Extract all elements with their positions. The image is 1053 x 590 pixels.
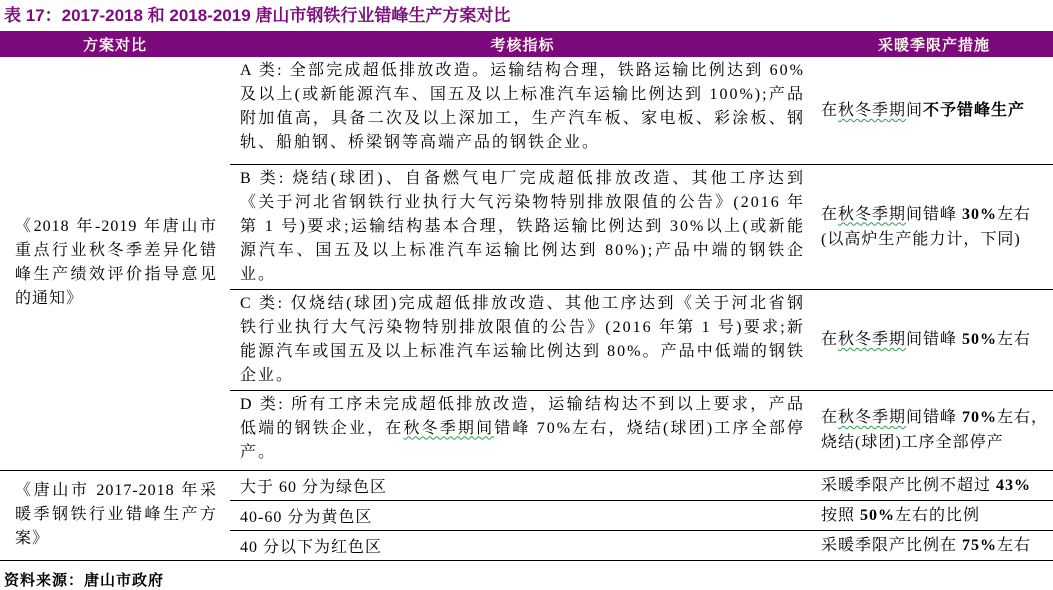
measure-text: 左右的比例 <box>895 506 981 524</box>
measure-bold-text: 50% <box>962 331 998 348</box>
header-row <box>0 31 1053 57</box>
measure-text: 间 <box>906 101 924 119</box>
measure-text: 在 <box>821 331 839 348</box>
indicator-cell-green-zone: 大于 60 分为绿色区 <box>230 470 815 500</box>
column-header-plan: 方案对比 <box>0 31 230 57</box>
measure-bold-text: 50% <box>860 506 896 524</box>
measure-text: 间错峰 <box>906 331 963 348</box>
measure-cell-class-b <box>815 164 1053 289</box>
measure-bold-text: 43% <box>996 476 1032 494</box>
table-row-green-zone <box>0 470 1053 500</box>
measure-text: 采暖季限产比例在 <box>821 536 963 554</box>
column-header-indicator: 考核指标 <box>230 31 815 57</box>
wavy-underlined-text: 秋冬季期 <box>838 409 907 426</box>
measure-text: 左右 <box>997 536 1032 554</box>
measure-bold-text: 30% <box>962 205 998 223</box>
wavy-underlined-text: 秋冬季期 <box>838 101 907 119</box>
measure-cell-class-a <box>815 57 1053 164</box>
measure-text: 采暖季限产比例不超过 <box>821 476 997 494</box>
measure-text: 左右，烧结(球团)工序全部停产 <box>821 409 1049 451</box>
wavy-underlined-text: 秋冬季期间 <box>403 419 495 437</box>
measure-cell-yellow-zone <box>815 500 1053 530</box>
measure-bold-text: 70% <box>962 409 998 426</box>
indicator-cell-class-c: C 类: 仅烧结(球团)完成超低排放改造、其他工序达到《关于河北省钢铁行业执行大气污染物特别排放限值的公告》(2016 年第 1 号)要求;新能源汽车或国五及以上标准汽车运输比例达到 80%。产品中低端的钢铁企业。 <box>230 289 815 390</box>
indicator-cell-class-a: A 类: 全部完成超低排放改造。运输结构合理，铁路运输比例达到 60%及以上(或新能源汽车、国五及以上标准汽车运输比例达到 100%);产品附加值高，具备二次及以上深加工，生产汽车板、家电板、彩涂板、钢轨、船舶钢、桥梁钢等高端产品的钢铁企业。 <box>230 57 815 164</box>
measure-cell-red-zone <box>815 530 1053 560</box>
measure-text: 在 <box>821 409 839 426</box>
wavy-underlined-text: 秋冬季期 <box>838 331 907 348</box>
indicator-text: 错峰 70%左右，烧结(球团)工序全部停产。 <box>240 419 805 461</box>
measure-cell-green-zone <box>815 470 1053 500</box>
measure-text: 在 <box>821 101 839 119</box>
measure-text: 在 <box>821 205 839 223</box>
indicator-cell-class-b: B 类: 烧结(球团)、自备燃气电厂完成超低排放改造、其他工序达到《关于河北省钢铁行业执行大气污染物特别排放限值的公告》(2016 年第 1 号)要求;运输结构基本合理，铁路运输比例达到 30%以上(或新能源汽车、国五及以上标准汽车运输比例达到 80%);产品中端的钢铁企业。 <box>230 164 815 289</box>
measure-text: 间错峰 <box>906 409 963 426</box>
table-row-class-a <box>0 57 1053 164</box>
table-title: 表 17：2017-2018 和 2018-2019 唐山市钢铁行业错峰生产方案对比 <box>4 6 511 25</box>
measure-text: 左右 <box>997 205 1032 223</box>
plan-cell-2018-2019: 《2018 年-2019 年唐山市重点行业秋冬季差异化错峰生产绩效评价指导意见的通知》 <box>0 57 230 470</box>
measure-bold-text: 75% <box>962 536 998 554</box>
measure-text: 左右 <box>997 331 1032 348</box>
measure-cell-class-d <box>815 390 1053 470</box>
wavy-underlined-text: 秋冬季期 <box>838 205 907 223</box>
measure-cell-class-c <box>815 289 1053 390</box>
indicator-cell-class-d <box>230 390 815 470</box>
indicator-cell-yellow-zone: 40-60 分为黄色区 <box>230 500 815 530</box>
indicator-text: D 类: 所有工序未完成超低排放改造，运输结构达不到以上要求，产品低端的钢铁企业，在 <box>240 395 805 437</box>
column-header-measure: 采暖季限产措施 <box>815 31 1053 57</box>
production-plan-comparison-table <box>0 31 1053 561</box>
data-source-note: 资料来源：唐山市政府 <box>4 572 165 589</box>
plan-cell-2017-2018: 《唐山市 2017-2018 年采暖季钢铁行业错峰生产方案》 <box>0 470 230 560</box>
indicator-cell-red-zone: 40 分以下为红色区 <box>230 530 815 560</box>
measure-text-line2: (以高炉生产能力计，下同) <box>821 230 1021 248</box>
measure-text: 按照 <box>821 506 861 524</box>
measure-text: 间错峰 <box>906 205 963 223</box>
measure-bold-text: 不予错峰生产 <box>923 101 1026 119</box>
